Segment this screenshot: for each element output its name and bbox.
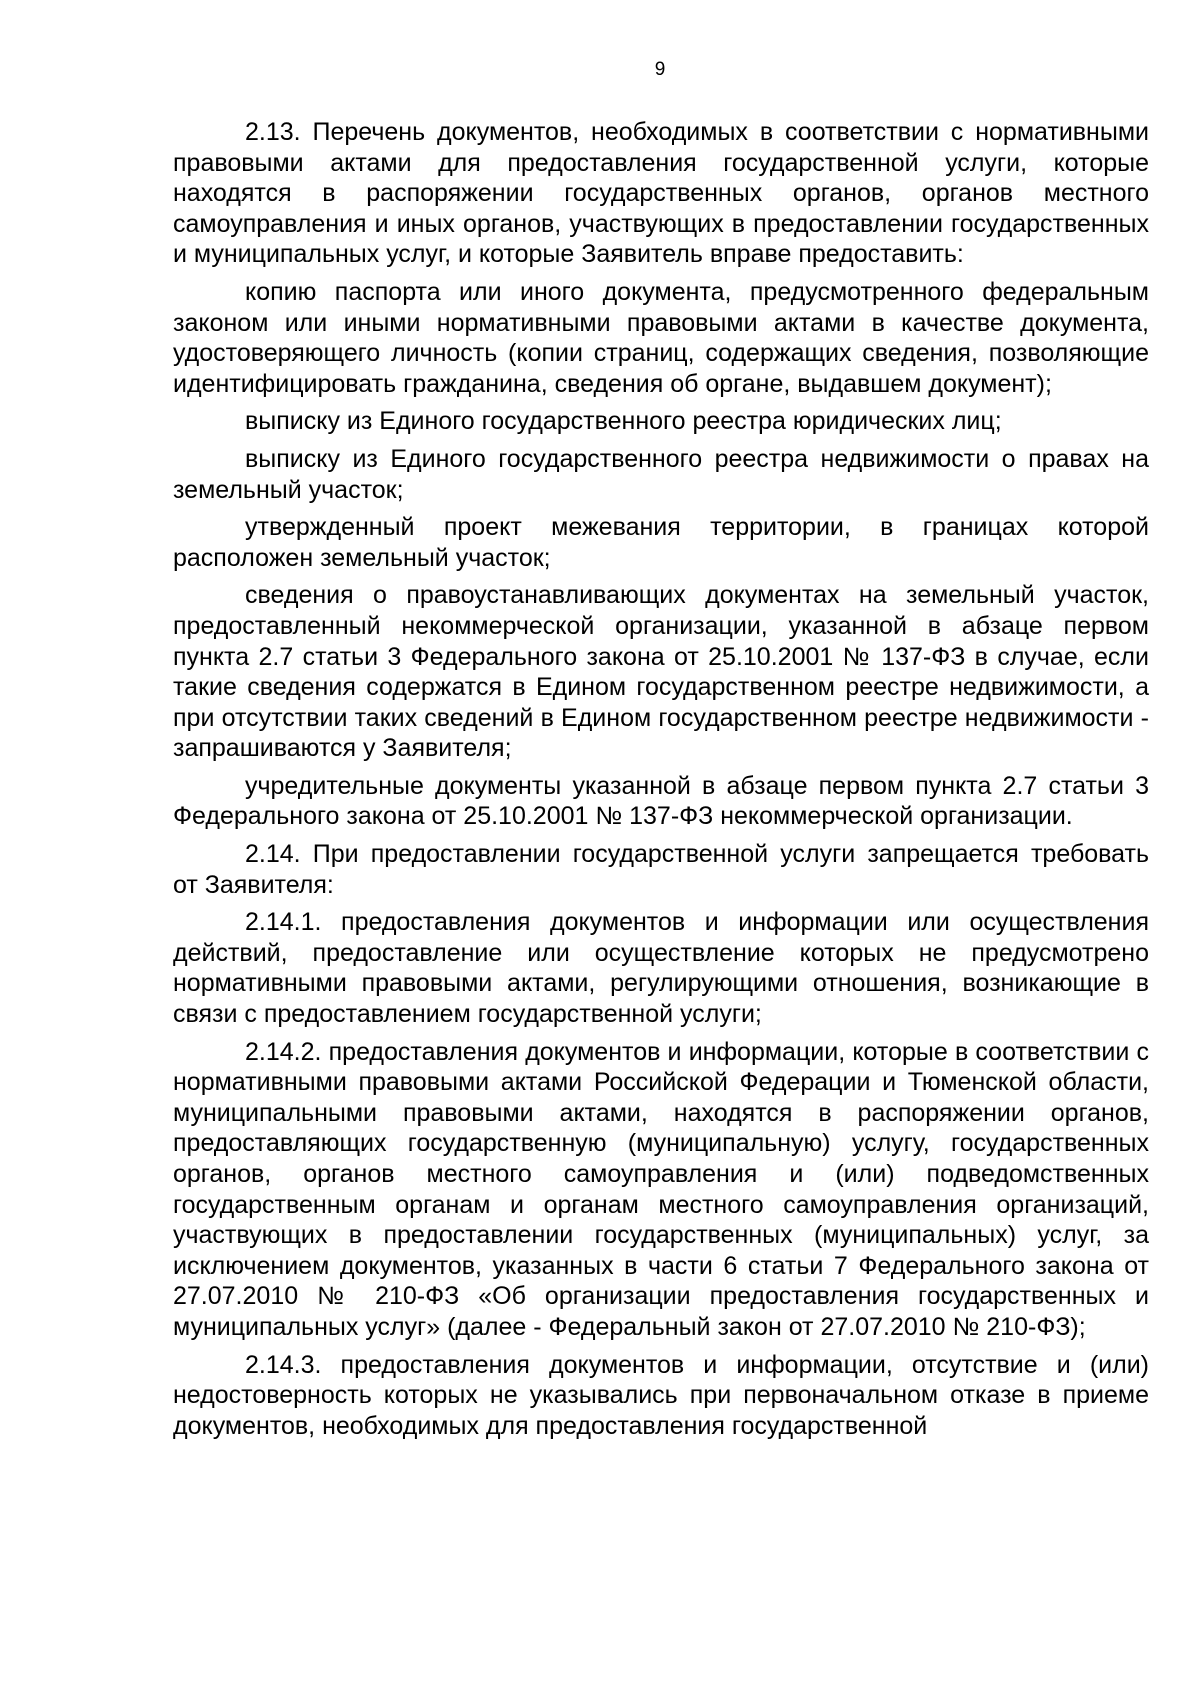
paragraph-passport-copy: копию паспорта или иного документа, предусмотренного федеральным законом или иными нормативными правовыми актами в качестве документа, удостоверяющего личность (копии страниц, содержащих сведения, позволяющие идентифицировать гражданина, сведения об органе, выдавшем документ); [173, 277, 1149, 398]
paragraph-2-14-3: 2.14.3. предоставления документов и информации, отсутствие и (или) недостоверность которых не указывались при первоначальном отказе в приеме документов, необходимых для предоставления государственной [173, 1350, 1149, 1440]
paragraph-founding-documents: учредительные документы указанной в абзаце первом пункта 2.7 статьи 3 Федерального закона от 25.10.2001 № 137-ФЗ некоммерческой организации. [173, 771, 1149, 831]
document-body [173, 117, 1149, 1448]
paragraph-survey-project: утвержденный проект межевания территории, в границах которой расположен земельный участок; [173, 513, 1149, 572]
page-number: 9 [654, 59, 666, 80]
paragraph-2-14-1: 2.14.1. предоставления документов и информации или осуществления действий, предоставление или осуществление которых не предусмотрено нормативными правовыми актами, регулирующими отношения, возникающие в связи с предоставлением государственной услуги; [173, 908, 1149, 1029]
paragraph-title-documents: сведения о правоустанавливающих документах на земельный участок, предоставленный некоммерческой организации, указанной в абзаце первом пункта 2.7 статьи 3 Федерального закона от 25.10.2001 № 137-ФЗ в случае, если такие сведения содержатся в Едином государственном реестре недвижимости, а при отсутствии таких сведений в Едином государственном реестре недвижимости - запрашиваются у Заявителя; [173, 581, 1149, 763]
paragraph-egrul-extract: выписку из Единого государственного реестра юридических лиц; [245, 407, 1002, 436]
paragraph-2-14-2: 2.14.2. предоставления документов и информации, которые в соответствии с нормативными правовыми актами Российской Федерации и Тюменской области, муниципальными правовыми актами, находятся в распоряжении органов, предоставляющих государственную (муниципальную) услугу, государственных органов, органов местного самоуправления и (или) подведомственных государственным органам и органам местного самоуправления организаций, участвующих в предоставлении государственных (муниципальных) услуг, за исключением документов, указанных в части 6 статьи 7 Федерального закона от 27.07.2010 № 210-ФЗ «Об организации предоставления государственных и муниципальных услуг» (далее - Федеральный закон от 27.07.2010 № 210-ФЗ); [173, 1037, 1149, 1341]
paragraph-egrn-extract: выписку из Единого государственного реестра недвижимости о правах на земельный участок; [173, 444, 1149, 504]
paragraph-2-13: 2.13. Перечень документов, необходимых в соответствии с нормативными правовыми актами для предоставления государственной услуги, которые находятся в распоряжении государственных органов, органов местного самоуправления и иных органов, участвующих в предоставлении государственных и муниципальных услуг, и которые Заявитель вправе предоставить: [173, 118, 1149, 269]
paragraph-2-14: 2.14. При предоставлении государственной услуги запрещается требовать от Заявителя: [173, 840, 1149, 899]
